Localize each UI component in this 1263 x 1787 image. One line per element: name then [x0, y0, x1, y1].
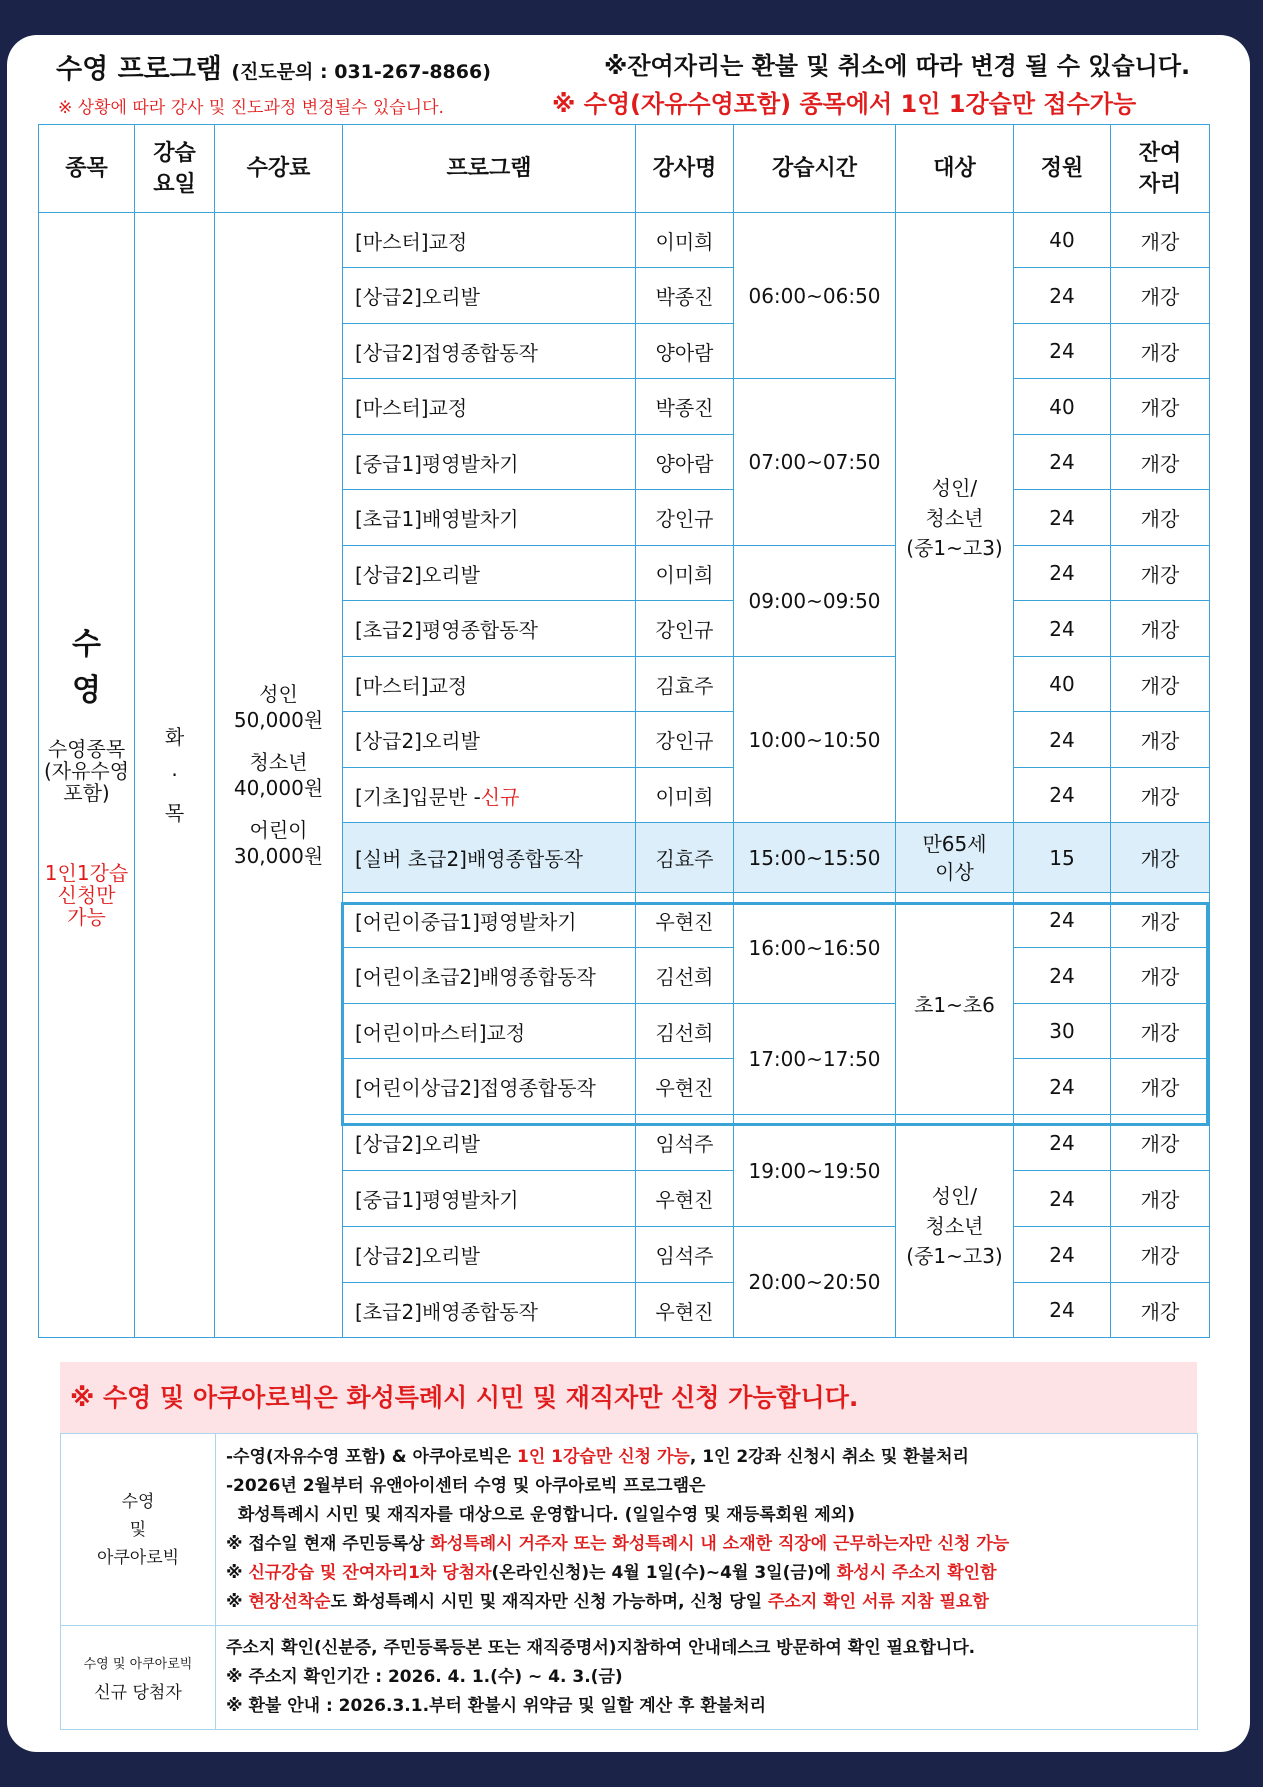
winner-line-1: 주소지 확인(신분증, 주민등록등본 또는 재직증명서)지참하여 안내데스크 방문하여 확인 필요합니다.	[226, 1638, 976, 1658]
target-adult-3: (중1~고3)	[906, 535, 1003, 560]
instructor-cell: 우현진	[636, 1059, 734, 1115]
seat-change-note: ※잔여자리는 환불 및 취소에 따라 변경 될 수 있습니다.	[604, 52, 1191, 80]
col-day-l2: 요일	[153, 171, 196, 197]
capacity-cell: 15	[1014, 823, 1111, 893]
time-cell: 10:00~10:50	[734, 657, 896, 823]
status-cell: 개강	[1111, 213, 1210, 268]
instructor-cell: 강인규	[636, 712, 734, 768]
capacity-cell: 24	[1014, 1059, 1111, 1115]
program-cell: [초급2]배영종합동작	[343, 1283, 636, 1338]
subject-cell	[39, 213, 135, 1338]
status-cell: 개강	[1111, 893, 1210, 948]
rule-1b: 1인 1강습만 신청 가능	[517, 1446, 690, 1467]
info-row-rules	[61, 1434, 1198, 1626]
instructor-cell: 이미희	[636, 768, 734, 823]
target-cell	[896, 823, 1014, 893]
instructor-cell: 김선희	[636, 948, 734, 1004]
col-time: 강습시간	[734, 125, 896, 213]
program-cell: [어린이마스터]교정	[343, 1004, 636, 1059]
rule-line-4	[226, 1530, 1187, 1559]
info-label-l3: 아쿠아로빅	[96, 1547, 180, 1568]
day-cell	[135, 213, 215, 1338]
instructor-cell: 우현진	[636, 893, 734, 948]
instructor-cell: 박종진	[636, 379, 734, 435]
winner-line-2: ※ 주소지 확인기간 : 2026. 4. 1.(수) ~ 4. 3.(금)	[226, 1667, 623, 1687]
rule-6b: 현장선착순	[248, 1591, 331, 1612]
time-cell: 07:00~07:50	[734, 379, 896, 546]
capacity-cell: 24	[1014, 948, 1111, 1004]
instructor-cell: 이미희	[636, 546, 734, 601]
instructor-cell: 양아람	[636, 324, 734, 379]
capacity-cell: 24	[1014, 712, 1111, 768]
day-thu: 목	[164, 801, 185, 825]
rule-5c: (온라인신청)는 4월 1일(수)~4월 3일(금)에	[491, 1562, 837, 1583]
instructor-cell: 우현진	[636, 1283, 734, 1338]
instructor-cell: 김효주	[636, 823, 734, 893]
time-cell: 06:00~06:50	[734, 213, 896, 379]
rule-1a: -수영(자유수영 포함) & 아쿠아로빅은	[226, 1446, 518, 1467]
capacity-cell: 40	[1014, 657, 1111, 712]
program-cell: [마스터]교정	[343, 213, 636, 268]
info-winners-body	[216, 1626, 1198, 1730]
status-cell: 개강	[1111, 768, 1210, 823]
info-rules-body	[216, 1434, 1198, 1626]
capacity-cell: 24	[1014, 1283, 1111, 1338]
program-cell: [어린이초급2]배영종합동작	[343, 948, 636, 1004]
rule-6a: ※	[226, 1591, 249, 1612]
info-label-l1: 수영	[121, 1491, 155, 1512]
capacity-cell: 24	[1014, 768, 1111, 823]
rule-5a: ※	[226, 1562, 249, 1583]
rule-line-3: 화성특례시 시민 및 재직자를 대상으로 운영합니다. (일일수영 및 재등록회원 제외)	[226, 1504, 856, 1525]
status-cell: 개강	[1111, 1283, 1210, 1338]
target-cell	[896, 213, 1014, 823]
status-cell: 개강	[1111, 1227, 1210, 1283]
rule-1c: , 1인 2강좌 신청시 취소 및 환불처리	[689, 1446, 969, 1467]
rule-6d: 주소지 확인 서류 지참 필요함	[768, 1591, 989, 1612]
col-seats-l1: 잔여	[1138, 140, 1182, 166]
target-adult-2: 청소년	[925, 1214, 984, 1238]
sub-note: ※ 상황에 따라 강사 및 진도과정 변경될수 있습니다.	[58, 98, 444, 118]
time-cell: 17:00~17:50	[734, 1004, 896, 1115]
capacity-cell: 24	[1014, 435, 1111, 490]
fee-cell	[215, 213, 343, 1338]
program-cell: [마스터]교정	[343, 657, 636, 712]
rule-line-6	[226, 1588, 1187, 1617]
subject-desc-3: 포함)	[63, 781, 110, 805]
status-cell: 개강	[1111, 657, 1210, 712]
program-cell: [어린이중급1]평영발차기	[343, 893, 636, 948]
status-cell: 개강	[1111, 379, 1210, 435]
program-cell: [실버 초급2]배영종합동작	[343, 823, 636, 893]
target-adult-1: 성인/	[931, 475, 978, 500]
capacity-cell: 24	[1014, 490, 1111, 546]
program-cell: [초급1]배영발차기	[343, 490, 636, 546]
day-dot: ·	[171, 763, 178, 787]
fee-child-price: 30,000원	[233, 844, 324, 868]
capacity-cell: 40	[1014, 213, 1111, 268]
day-tue: 화	[164, 725, 185, 749]
rule-6c: 도 화성특례시 시민 및 재직자만 신청 가능하며, 신청 당일	[330, 1591, 769, 1612]
instructor-cell: 양아람	[636, 435, 734, 490]
target-cell: 초1~초6	[896, 893, 1014, 1115]
instructor-cell: 임석주	[636, 1227, 734, 1283]
col-subject: 종목	[39, 125, 135, 213]
rule-line-1	[226, 1443, 1187, 1472]
col-target: 대상	[896, 125, 1014, 213]
rule-line-5	[226, 1559, 1187, 1588]
schedule-table	[38, 124, 1210, 1338]
fee-child-label: 어린이	[249, 818, 308, 842]
title-text: 수영 프로그램	[56, 54, 222, 85]
program-cell	[343, 768, 636, 823]
rule-5d: 화성시 주소지 확인함	[836, 1562, 997, 1583]
instructor-cell: 이미희	[636, 213, 734, 268]
subject-main-1: 수	[72, 627, 101, 662]
program-text: [기초]입문반 -	[355, 784, 481, 809]
col-fee: 수강료	[215, 125, 343, 213]
rule-4a: ※ 접수일 현재 주민등록상	[226, 1533, 431, 1554]
target-adult-2: 청소년	[925, 505, 984, 530]
info-label2-l1: 수영 및 아쿠아로빅	[83, 1656, 193, 1672]
capacity-cell: 30	[1014, 1004, 1111, 1059]
instructor-cell: 강인규	[636, 601, 734, 657]
instructor-cell: 우현진	[636, 1171, 734, 1227]
status-cell: 개강	[1111, 712, 1210, 768]
status-cell: 개강	[1111, 1115, 1210, 1171]
info-table	[60, 1433, 1198, 1730]
program-cell: [어린이상급2]접영종합동작	[343, 1059, 636, 1115]
program-cell: [상급2]접영종합동작	[343, 324, 636, 379]
capacity-cell: 40	[1014, 379, 1111, 435]
col-seats-l2: 자리	[1138, 171, 1182, 197]
program-cell: [중급1]평영발차기	[343, 1171, 636, 1227]
capacity-cell: 24	[1014, 1171, 1111, 1227]
table-row	[39, 213, 1210, 268]
subject-note-3: 가능	[67, 905, 106, 929]
status-cell: 개강	[1111, 1059, 1210, 1115]
time-cell: 19:00~19:50	[734, 1115, 896, 1227]
info-label-swim-aqua	[61, 1434, 216, 1626]
capacity-cell: 24	[1014, 324, 1111, 379]
col-day	[135, 125, 215, 213]
subject-desc-2: (자유수영	[43, 759, 130, 783]
fee-youth-price: 40,000원	[233, 776, 324, 800]
program-cell: [상급2]오리발	[343, 1115, 636, 1171]
time-cell: 09:00~09:50	[734, 546, 896, 657]
status-cell: 개강	[1111, 823, 1210, 893]
status-cell: 개강	[1111, 1171, 1210, 1227]
status-cell: 개강	[1111, 1004, 1210, 1059]
time-cell: 16:00~16:50	[734, 893, 896, 1004]
one-class-note: ※ 수영(자유수영포함) 종목에서 1인 1강습만 접수가능	[552, 90, 1137, 118]
phone-contact: (진도문의 : 031-267-8866)	[231, 61, 491, 83]
program-cell: [초급2]평영종합동작	[343, 601, 636, 657]
target-senior-1: 만65세	[922, 831, 987, 856]
page-title	[56, 47, 491, 86]
fee-adult-label: 성인	[259, 682, 298, 706]
fee-youth-label: 청소년	[249, 750, 308, 774]
subject-main-2: 영	[72, 673, 101, 708]
status-cell: 개강	[1111, 546, 1210, 601]
status-cell: 개강	[1111, 268, 1210, 324]
program-cell: [상급2]오리발	[343, 268, 636, 324]
status-cell: 개강	[1111, 324, 1210, 379]
capacity-cell: 24	[1014, 1227, 1111, 1283]
rule-4b: 화성특례시 거주자 또는 화성특례시 내 소재한 직장에 근무하는자만 신청 가능	[430, 1533, 1010, 1554]
capacity-cell: 24	[1014, 893, 1111, 948]
fee-adult-price: 50,000원	[233, 708, 324, 732]
residency-notice: ※ 수영 및 아쿠아로빅은 화성특례시 시민 및 재직자만 신청 가능합니다.	[60, 1362, 1197, 1433]
target-senior-2: 이상	[935, 859, 974, 884]
subject-note-1: 1인1강습	[44, 861, 129, 885]
program-cell: [중급1]평영발차기	[343, 435, 636, 490]
subject-note-2: 신청만	[57, 883, 116, 907]
col-seats	[1111, 125, 1210, 213]
instructor-cell: 박종진	[636, 268, 734, 324]
status-cell: 개강	[1111, 601, 1210, 657]
target-cell	[896, 1115, 1014, 1338]
new-badge: 신규	[480, 784, 520, 809]
capacity-cell: 24	[1014, 601, 1111, 657]
subject-desc-1: 수영종목	[47, 737, 126, 761]
instructor-cell: 김효주	[636, 657, 734, 712]
program-cell: [상급2]오리발	[343, 1227, 636, 1283]
col-program: 프로그램	[343, 125, 636, 213]
status-cell: 개강	[1111, 948, 1210, 1004]
status-cell: 개강	[1111, 435, 1210, 490]
program-cell: [상급2]오리발	[343, 712, 636, 768]
instructor-cell: 김선희	[636, 1004, 734, 1059]
info-label2-l2: 신규 당첨자	[94, 1682, 182, 1703]
capacity-cell: 24	[1014, 268, 1111, 324]
info-label-winners	[61, 1626, 216, 1730]
header-row	[39, 125, 1210, 213]
rule-5b: 신규강습 및 잔여자리1차 당첨자	[248, 1562, 492, 1583]
info-label-l2: 및	[129, 1519, 147, 1540]
col-day-l1: 강습	[153, 140, 196, 166]
capacity-cell: 24	[1014, 1115, 1111, 1171]
col-capacity: 정원	[1014, 125, 1111, 213]
target-adult-3: (중1~고3)	[906, 1244, 1003, 1268]
program-cell: [마스터]교정	[343, 379, 636, 435]
capacity-cell: 24	[1014, 546, 1111, 601]
status-cell: 개강	[1111, 490, 1210, 546]
col-instructor: 강사명	[636, 125, 734, 213]
instructor-cell: 임석주	[636, 1115, 734, 1171]
target-adult-1: 성인/	[931, 1184, 978, 1208]
program-cell: [상급2]오리발	[343, 546, 636, 601]
time-cell: 15:00~15:50	[734, 823, 896, 893]
rule-line-2: -2026년 2월부터 유앤아이센터 수영 및 아쿠아로빅 프로그램은	[226, 1475, 706, 1496]
winner-line-3: ※ 환불 안내 : 2026.3.1.부터 환불시 위약금 및 일할 계산 후 환불처리	[226, 1696, 767, 1716]
time-cell: 20:00~20:50	[734, 1227, 896, 1338]
instructor-cell: 강인규	[636, 490, 734, 546]
info-row-winners	[61, 1626, 1198, 1730]
